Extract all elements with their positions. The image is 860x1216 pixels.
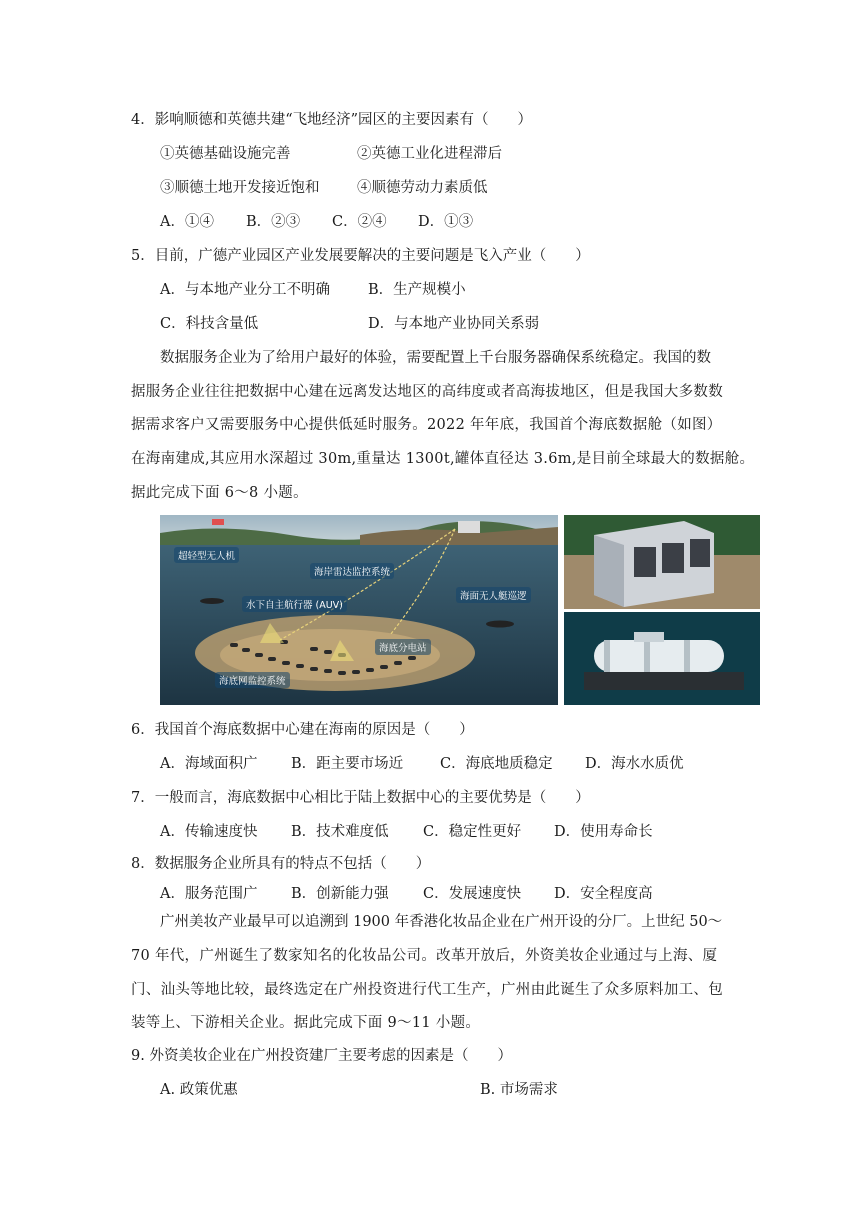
passage1-line-5: 据此完成下面 6～8 小题。 <box>131 485 308 501</box>
passage2-line-3: 门、汕头等地比较，最终选定在广州投资进行代工生产，广州由此诞生了众多原料加工、包 <box>131 982 723 998</box>
q4-choice-d: D．①③ <box>418 214 474 230</box>
passage1-line-2: 据服务企业往往把数据中心建在远离发达地区的高纬度或者高海拔地区，但是我国大多数数 <box>131 384 723 400</box>
q8-choice-d: D．安全程度高 <box>554 886 653 902</box>
passage2-line-4: 装等上、下游相关企业。据此完成下面 9～11 小题。 <box>131 1015 481 1031</box>
q5-choice-a: A．与本地产业分工不明确 <box>160 282 330 298</box>
q9-choice-a: A. 政策优惠 <box>160 1082 238 1098</box>
q4-choice-b: B．②③ <box>246 214 301 230</box>
auv-label: 水下自主航行器 (AUV) <box>242 596 347 612</box>
q4-item-4: ④顺德劳动力素质低 <box>357 180 488 196</box>
q4-item-2: ②英德工业化进程滞后 <box>357 146 502 162</box>
question-6-stem: 6．我国首个海底数据中心建在海南的原因是（ ） <box>131 722 474 738</box>
q8-choice-a: A．服务范围广 <box>160 886 258 902</box>
q7-choice-d: D．使用寿命长 <box>554 824 653 840</box>
passage1-line-3: 据需求客户又需要服务中心提供低延时服务。2022 年年底，我国首个海底数据舱（如图） <box>131 417 722 433</box>
q6-choice-a: A．海域面积广 <box>160 756 258 772</box>
coastal-radar-label: 海岸雷达监控系统 <box>310 563 394 579</box>
q4-item-1: ①英德基础设施完善 <box>160 146 291 162</box>
q6-choice-d: D．海水水质优 <box>585 756 684 772</box>
substation-label: 海底分电站 <box>375 639 431 655</box>
q4-item-3: ③顺德土地开发接近饱和 <box>160 180 320 196</box>
question-9-stem: 9. 外资美妆企业在广州投资建厂主要考虑的因素是（ ） <box>131 1048 512 1064</box>
undersea-system-illustration <box>160 515 558 705</box>
q7-choice-b: B．技术难度低 <box>291 824 389 840</box>
q6-choice-b: B．距主要市场近 <box>291 756 404 772</box>
drone-label: 超轻型无人机 <box>174 547 239 563</box>
q6-choice-c: C．海底地质稳定 <box>440 756 553 772</box>
capsule-tank-illustration <box>564 612 760 705</box>
q5-choice-b: B．生产规模小 <box>368 282 466 298</box>
passage1-line-1: 数据服务企业为了给用户最好的体验，需要配置上千台服务器确保系统稳定。我国的数 <box>160 350 711 366</box>
q8-choice-c: C．发展速度快 <box>423 886 522 902</box>
q8-choice-b: B．创新能力强 <box>291 886 389 902</box>
question-7-stem: 7．一般而言，海底数据中心相比于陆上数据中心的主要优势是（ ） <box>131 790 590 806</box>
q9-choice-b: B. 市场需求 <box>480 1082 558 1098</box>
q7-choice-a: A．传输速度快 <box>160 824 258 840</box>
q5-choice-c: C．科技含量低 <box>160 316 259 332</box>
question-4-stem: 4．影响顺德和英德共建“飞地经济”园区的主要因素有（ ） <box>131 112 533 128</box>
undersea-data-center-figure <box>160 515 760 705</box>
seabed-network-label: 海底网监控系统 <box>215 672 290 688</box>
q5-choice-d: D．与本地产业协同关系弱 <box>368 316 540 332</box>
passage2-line-1: 广州美妆产业最早可以追溯到 1900 年香港化妆品企业在广州开设的分厂。上世纪 50～ <box>160 914 723 930</box>
passage1-line-4: 在海南建成,其应用水深超过 30m,重量达 1300t,罐体直径达 3.6m,是目前全球最大的数据舱。 <box>131 451 755 467</box>
q4-choice-c: C．②④ <box>332 214 387 230</box>
question-5-stem: 5．目前，广德产业园区产业发展要解决的主要问题是飞入产业（ ） <box>131 248 590 264</box>
surface-vessel-label: 海面无人艇巡逻 <box>456 587 531 603</box>
passage2-line-2: 70 年代，广州诞生了数家知名的化妆品公司。改革开放后，外资美妆企业通过与上海、厦 <box>131 948 718 964</box>
data-capsule-tank-image <box>564 612 760 705</box>
question-8-stem: 8．数据服务企业所具有的特点不包括（ ） <box>131 856 431 872</box>
q4-choice-a: A．①④ <box>160 214 214 230</box>
q7-choice-c: C．稳定性更好 <box>423 824 522 840</box>
data-module-building-image <box>564 515 760 609</box>
module-building-illustration <box>564 515 760 609</box>
